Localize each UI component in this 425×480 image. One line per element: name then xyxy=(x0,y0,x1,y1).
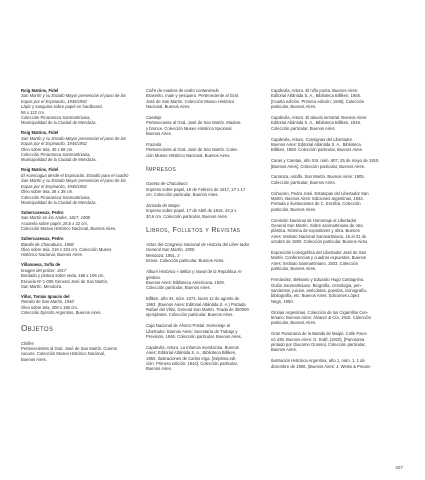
entry-detail-line: 56 x 122 cm. xyxy=(21,109,45,115)
entry-artist: Villanueva, Sofía de xyxy=(21,262,61,268)
entry-artist: Roig Matóns, Fidel xyxy=(21,88,59,93)
entry-detail-line: Billiken, 1960. Colección particular, Buenos Aires. xyxy=(271,147,363,153)
entry-detail-line: Buenos Aires. xyxy=(146,131,172,137)
catalog-entry xyxy=(146,115,257,137)
catalog-entry xyxy=(146,323,257,339)
entry-title: Cofre de madera de cedro conteniendo xyxy=(146,88,219,93)
entry-detail-line: tenario. Buenos Aires: Álvarez & Cía, 1910. Colección xyxy=(271,314,372,320)
catalog-entry xyxy=(146,88,257,110)
catalog-entry xyxy=(146,142,257,158)
catalog-entry xyxy=(146,181,257,197)
entry-detail-line: Comisión Nacional de Homenaje al Libertador xyxy=(271,217,357,223)
entry-detail-line: Billken, año 44, núm. 2274, lunes 12 de agosto de xyxy=(146,296,240,302)
catalog-entry xyxy=(146,269,257,291)
entry-title: Actas del Congreso Nacional de Historia del Liber-tador General San Martín, 1950. xyxy=(146,242,250,253)
entry-detail-line: Pertenecientes al Gral. José de San Martín. Cuerno xyxy=(21,346,118,351)
entry-detail-line: Aires: Editorial Atlántida S. A., Biblioteca Billiken, xyxy=(146,350,237,356)
entry-detail-line: pintado por Giacomo Grosso]. Colección particular, xyxy=(271,341,366,347)
entry-detail-line: Martín. Conferencias y cuadros expuestos. Buenos xyxy=(271,255,366,261)
entry-detail-line: Colección Museo Histórico Nacional, Buenos Aires. xyxy=(21,226,117,232)
entry-detail-line: octubre de 1950. Colección particular, Buenos Aires. xyxy=(271,239,369,245)
entry-detail-line: Fernández, Belisario y Eduardo Hugo Castagnino. xyxy=(271,277,365,283)
entry-detail-line: Negri, 1950. xyxy=(271,298,294,304)
entry-artist: Subercaseaux, Pedro xyxy=(21,236,64,242)
entry-detail-line: Municipalidad de la Ciudad de Mendoza. xyxy=(21,120,97,126)
catalog-entry xyxy=(271,218,404,245)
column-2-bottom xyxy=(146,242,257,372)
entry-artist: Roig Matóns, Fidel xyxy=(21,130,59,136)
entry-detail-line: Colección particular, Buenos Aires. xyxy=(146,285,211,291)
entry-detail-line: José de San Martín. Colección Museo Histórico xyxy=(146,98,235,104)
entry-detail-line: Rafael del Villar, General San Martín. Tirada de 350000 xyxy=(146,306,249,312)
entry-detail-line: Caras y Caretas, año XIII, núm. 607, 25 de mayo de 1910. xyxy=(271,158,380,164)
entry-title: El Acencagua desde el Espinacito. Estudio para el cuadro San Martín y su Estado Mayor presencian el paso de las tropas por el Espinacito, 1945/1952 xyxy=(21,172,129,189)
entry-detail-line: Impreso sobre papel, 17 de Abril de 1818, 43,3 x xyxy=(146,208,237,214)
page-number: 207 xyxy=(395,465,403,470)
entry-detail-line: particular, Buenos Aires. xyxy=(271,320,317,326)
entry-detail-line: Buenos Aires. xyxy=(146,366,172,372)
entry-detail-line: ejemplares. Colección particular, Buenos Aires. xyxy=(146,312,234,318)
entry-detail-line: bibliografía, etc. Buenos Aires: Ediciones López xyxy=(271,293,360,299)
entry-detail-line: particular, Buenos Aires. xyxy=(271,266,317,272)
entry-detail-line: Colección particular, Buenos Aires. xyxy=(271,125,336,131)
entry-detail-line: Capdevila, Arturo. Consignas del Libertador. xyxy=(271,136,353,142)
entry-detail-line: Glorias Argentinas. Colección de los Cigarrillos Cen- xyxy=(271,309,369,315)
entry-detail-line: Aires: Instituto Sanmartiniano, 1933. Colección xyxy=(271,260,359,266)
entry-detail-line: vacuno. Colección Museo Histórico Nacional, xyxy=(21,351,106,357)
entry-detail-line: Nacional, Buenos Aires. xyxy=(146,104,191,110)
catalog-entry xyxy=(271,358,404,369)
catalog-entry xyxy=(146,203,257,219)
entry-detail-line: Cohucelo, Pedro José. Estampas del Libertador San xyxy=(271,190,369,196)
entry-detail-line: [Buenos Aires]. Colección particular, Buenos Aires. xyxy=(271,163,366,169)
column-3-list xyxy=(271,88,404,369)
entry-detail-line: Guión Sanmartiniano. Biografía, cronología, pen- xyxy=(271,282,363,288)
entry-detail-line: Buenos Aires: Editorial Atlántida S. A., Biblioteca xyxy=(271,142,361,148)
catalog-entry xyxy=(21,210,132,232)
entry-detail-line: 1950. Ilustraciones de Carlos Iriga. [Séptima edi- xyxy=(146,355,237,361)
entry-artist: Roig Matóns, Fidel xyxy=(21,167,59,173)
entry-detail-line: Bordado y pintura sobre seda, 166 x 106 cm. xyxy=(21,273,105,279)
entry-detail-line: Acuarela sobre papel, 28,5 x 22 cm. xyxy=(21,220,89,226)
entry-artist: Villar, Tomás Ignacio del xyxy=(21,293,70,299)
entry-detail-line: 30,6 cm. Colección particular, Buenos Aires. xyxy=(146,213,228,219)
entry-detail-line: General San Martín. Sobre sanmartiniana de otra xyxy=(271,223,363,229)
catalog-entry xyxy=(21,341,132,363)
entry-detail-line: Impreso sobre papel, 16 de Febrero de 1817, 27 x 17 xyxy=(146,186,246,192)
entry-title: Álbum Histórico « Militar y Naval de la República Ar-gentina. xyxy=(146,269,243,280)
entry-detail-line: Colección Pinacoteca Sanmartiniana, xyxy=(21,194,91,200)
catalog-entry xyxy=(271,137,404,153)
entry-detail-line: Editorial Atlántida S. A., Biblioteca Billiken, 1955. xyxy=(271,93,362,99)
entry-detail-line: San Martín, Mendoza. xyxy=(21,283,63,289)
entry-title: Jornada de Maipo xyxy=(146,202,180,208)
entry-detail-line: Buenos Aires. xyxy=(21,356,47,362)
column-1-top xyxy=(21,88,132,316)
entry-detail-line: Aires: Instituto Nacional Sanmartiniano, 16 al 31 de xyxy=(271,233,367,239)
entry-title: Imagen del prócer, 1917 xyxy=(21,267,67,273)
catalog-entry xyxy=(21,236,132,258)
column-3 xyxy=(271,88,404,374)
entry-detail-line: Buenos Aires: Biblioteca Americana, 1929. xyxy=(146,279,225,285)
entry-detail-line: plástica. Nómina de expositores y obra. Buenos xyxy=(271,228,360,234)
catalog-entry xyxy=(21,294,132,316)
entry-detail-line: Mendoza: 1951, 2 xyxy=(146,252,180,258)
entry-detail-line: [Cuarta edición. Primera edición: 1945]. Colección xyxy=(271,98,365,104)
entry-detail-line: Colección particular, Buenos Aires. xyxy=(271,179,336,185)
entry-detail-line: Capdevila, Arturo. El niño poeta. Buenos Aires: xyxy=(271,88,359,93)
entry-title: Catalejo xyxy=(146,115,162,121)
entry-title: San Martín en los Andes, 1817, 1908 xyxy=(21,215,90,221)
entry-detail-line: Colección Pinacoteca Sanmartiniana, xyxy=(21,115,91,121)
entry-detail-line: Exposición iconográfica del Libertador José de San xyxy=(271,250,367,256)
catalog-entry xyxy=(146,242,257,264)
entry-title: Retrato de San Martín, 1940 xyxy=(21,299,74,305)
entry-detail-line: Previsión, 1946. Colección particular, Buenos Aires. xyxy=(146,333,242,339)
entry-detail-line: particular, Buenos Aires. xyxy=(271,206,317,212)
catalog-entry xyxy=(21,167,132,205)
entry-detail-line: Óleo sobre tela, 40 x 68 cm. xyxy=(21,146,74,152)
entry-detail-line: ción Museo Histórico Nacional, Buenos Aires. xyxy=(146,152,231,158)
section-heading-libros: Libros, Folletos y Revistas xyxy=(146,227,241,235)
catalog-entry xyxy=(271,277,404,304)
entry-detail-line: Capdevila, Arturo. El abuelo inmortal. Buenos Aires: xyxy=(271,115,368,121)
column-2-mid xyxy=(146,181,257,219)
catalog-entry xyxy=(271,310,404,326)
entry-detail-line: Martín. Buenos Aires: Ediciones argentinas, 1942. xyxy=(271,196,364,202)
catalog-entry xyxy=(271,331,404,353)
catalog-entry xyxy=(21,262,132,289)
column-1 xyxy=(21,88,132,367)
entry-detail-line: particular, Buenos Aires. xyxy=(271,104,317,110)
entry-detail-line: Caja Nacional de Ahorro Postal. Homenaje al xyxy=(146,323,231,329)
entry-detail-line: Libertador. Buenos Aires: Secretaría de Trabajo y xyxy=(146,328,238,334)
catalog-entry xyxy=(146,296,257,318)
entry-detail-line: tomos. Colección particular, Buenos Aires. xyxy=(146,258,225,264)
entry-detail-line: Lápiz y sanguina sobre papel en hardboard, xyxy=(21,104,103,110)
entry-detail-line: Escuela Nº 1-006 General José de San Martín, xyxy=(21,278,109,284)
entry-detail-line: Carranza, Adolfo. San Martín. Buenos Aires: 1905. xyxy=(271,174,365,180)
catalog-entry xyxy=(146,345,257,372)
entry-detail-line: ción. Primera edición: 1944]. Colección particular, xyxy=(146,360,238,366)
entry-title: Chifles xyxy=(21,340,34,346)
catalog-entry xyxy=(271,250,404,272)
entry-title: San Martín y su Estado Mayor presencian el paso de las tropas por el Espinacito, 1945/1952 xyxy=(21,93,126,104)
entry-detail-line: Buenos Aires. xyxy=(271,347,297,353)
entry-title: Gaceta de Chacabuco xyxy=(146,181,188,187)
entry-detail-line: Municipalidad de la Ciudad de Mendoza. xyxy=(21,199,97,205)
entry-detail-line: Braserito, mate y yesquero. Perteneciente al Gral. xyxy=(146,93,239,99)
section-heading-impresos: Impresos xyxy=(146,166,177,174)
section-heading-objetos: Objetos xyxy=(21,323,54,333)
entry-detail-line: Colección Ejército Argentino, Buenos Aires. xyxy=(21,310,102,316)
entry-detail-line: Óleo sobre tela, 215 x 324 cm. Colección Museo xyxy=(21,246,112,252)
entry-detail-line: Editorial Atlántida S. A., Biblioteca Billiken, 1946. xyxy=(271,120,362,126)
entry-title: Frazada xyxy=(146,142,162,148)
entry-detail-line: Perteneciente al Gral. José de San Martín. Madera xyxy=(146,120,241,126)
entry-detail-line: Municipalidad de la Ciudad de Mendoza. xyxy=(21,157,97,163)
entry-detail-line: Capdevila, Arturo. La infancia mendocina. Buenos xyxy=(146,344,239,350)
catalog-entry xyxy=(271,174,404,185)
catalog-entry xyxy=(271,115,404,131)
entry-detail-line: nó 436. Buenos Aires: G. Kraft, [1910]. [Panorama xyxy=(271,336,365,342)
entry-detail-line: y bronce. Colección Museo Histórico Nacional, xyxy=(146,125,233,131)
entry-detail-line: Colección Pinacoteca Sanmartiniana, xyxy=(21,152,91,158)
entry-title: Batalla de Chacabuco, 1908 xyxy=(21,241,74,247)
entry-detail-line: Ilustración Histórica Argentina, año 1, núm. 1, 1 de xyxy=(271,358,365,364)
catalog-entry xyxy=(21,88,132,126)
catalog-entry xyxy=(271,88,404,110)
entry-detail-line: diciembre de 1908. (Buenos Aires: J. Weiss & Preusc- xyxy=(271,363,372,369)
entry-detail-line: cm. Colección particular, Buenos Aires. xyxy=(146,192,219,198)
entry-title: San Martín y su Estado Mayor presencian el paso de las tropas por el Espinacito, 1945/1952 xyxy=(21,135,126,147)
catalog-entry xyxy=(21,130,132,162)
entry-artist: Subercaseaux, Pedro xyxy=(21,209,64,215)
entry-detail-line: Óleo sobre tela, 208 x 150 cm. xyxy=(21,304,79,310)
column-2 xyxy=(146,88,257,377)
entry-detail-line: samientos, juicios, anécdotas, poesías, iconografía, xyxy=(271,287,367,293)
column-1-bottom xyxy=(21,341,132,363)
column-2-top xyxy=(146,88,257,158)
entry-detail-line: Histórico Nacional, Buenos Aires. xyxy=(21,252,83,258)
entry-detail-line: 1963. (Buenos Aires: Editorial Atlántida S. A.) Portada xyxy=(146,301,246,307)
entry-detail-line: Perteneciente al Gral. José de San Martín. Colec- xyxy=(146,147,239,153)
entry-detail-line: Portada e ilustraciones de C. Escribá. Colección xyxy=(271,201,361,207)
catalog-entry xyxy=(271,158,404,169)
catalog-entry xyxy=(271,191,404,213)
entry-detail-line: Óleo sobre tela, 28 x 39 cm. xyxy=(21,189,74,195)
entry-detail-line: Gran Panorama de la Batalla de Maipú. Colle Paco- xyxy=(271,331,368,337)
